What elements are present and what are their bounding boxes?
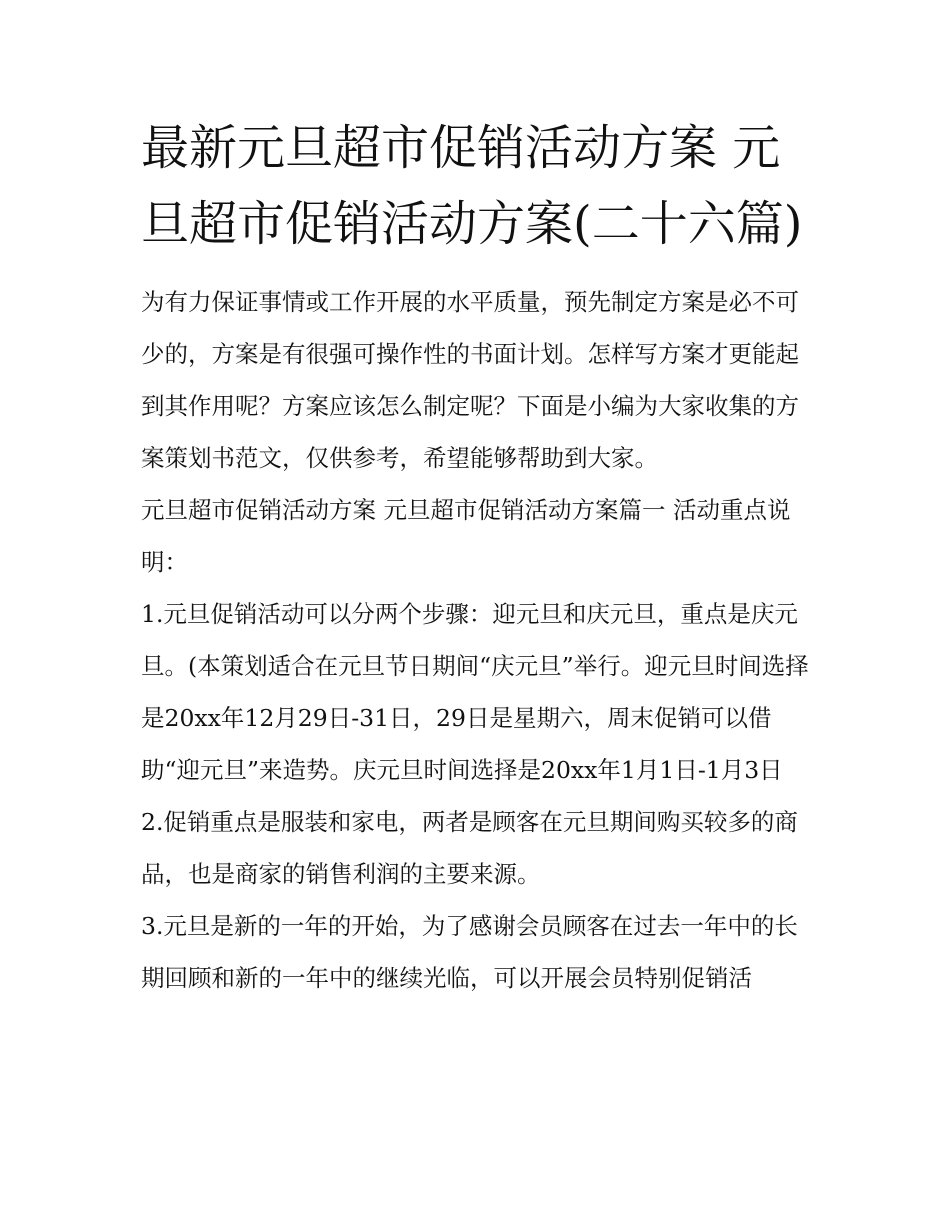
document-title: 最新元旦超市促销活动方案 元旦超市促销活动方案(二十六篇) — [141, 120, 803, 252]
document-body — [141, 276, 821, 1004]
list-item-1: 1.元旦促销活动可以分两个步骤：迎元旦和庆元旦，重点是庆元旦。(本策划适合在元旦节日期间“庆元旦”举行。迎元旦时间选择是20xx年12月29日-31日，29日是星期六，周末促销可以借助“迎元旦”来造势。庆元旦时间选择是20xx年1月1日-1月3日 — [141, 600, 809, 784]
document-page — [141, 110, 821, 1004]
section-heading-paragraph: 元旦超市促销活动方案 元旦超市促销活动方案篇一 活动重点说明： — [141, 496, 791, 576]
intro-paragraph: 为有力保证事情或工作开展的水平质量，预先制定方案是必不可少的，方案是有很强可操作性的书面计划。怎样写方案才更能起到其作用呢？方案应该怎么制定呢？下面是小编为大家收集的方案策划书范文，仅供参考，希望能够帮助到大家。 — [141, 288, 799, 472]
list-item-2: 2.促销重点是服装和家电，两者是顾客在元旦期间购买较多的商品，也是商家的销售利润的主要来源。 — [141, 808, 798, 888]
list-item-3: 3.元旦是新的一年的开始，为了感谢会员顾客在过去一年中的长期回顾和新的一年中的继续光临，可以开展会员特别促销活 — [141, 912, 798, 992]
